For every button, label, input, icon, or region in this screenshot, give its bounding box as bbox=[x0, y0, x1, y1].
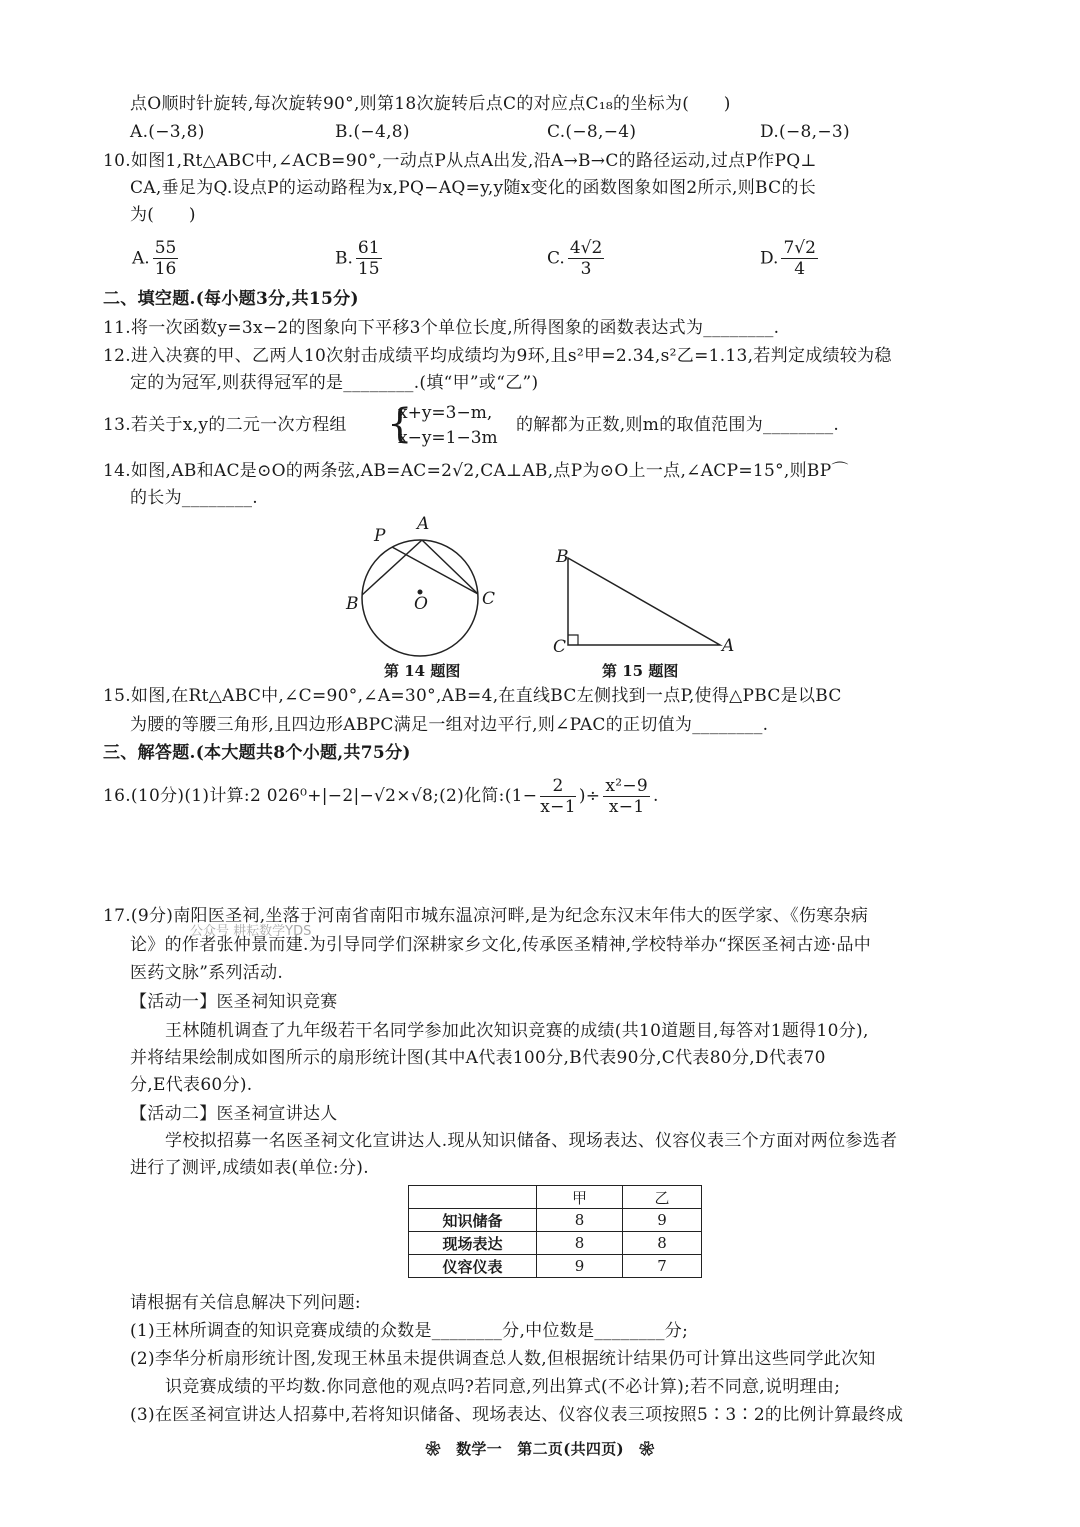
table-cell: 8 bbox=[537, 1232, 623, 1255]
table-cell: 9 bbox=[623, 1209, 702, 1232]
label-b: B bbox=[556, 547, 569, 567]
q10-line-2: CA,垂足为Q.设点P的运动路程为x,PQ−AQ=y,y随x变化的函数图象如图2所示,则BC的长 bbox=[130, 178, 817, 198]
table-header-cell bbox=[409, 1186, 537, 1209]
label-p: P bbox=[374, 526, 386, 546]
table-cell: 8 bbox=[623, 1232, 702, 1255]
option-label: B. bbox=[335, 248, 353, 269]
q10-line-3: 为( ) bbox=[130, 205, 196, 225]
numerator: 55 bbox=[154, 238, 177, 258]
watermark: 公众号 耕耘数学YDS bbox=[190, 924, 312, 939]
option-label: C. bbox=[547, 248, 565, 269]
q9-option-c: C.(−8,−4) bbox=[547, 122, 637, 142]
denominator: x−1 bbox=[608, 797, 645, 817]
q17-part-1: (1)王林所调查的知识竞赛成绩的众数是________分,中位数是________分; bbox=[130, 1321, 689, 1341]
table-header-cell: 乙 bbox=[623, 1186, 702, 1209]
q16-operator: )÷ bbox=[578, 786, 601, 806]
triangle-abc bbox=[568, 558, 720, 645]
option-label: D. bbox=[760, 248, 779, 269]
numerator: 7√2 bbox=[783, 238, 816, 258]
q13-prefix: 13.若关于x,y的二元一次方程组 bbox=[103, 415, 347, 435]
q14-line-2: 的长为________. bbox=[130, 488, 259, 508]
label-a: A bbox=[417, 514, 430, 534]
q17-line-5: 王林随机调查了九年级若干名同学参加此次知识竞赛的成绩(共10道题目,每答对1题得10分), bbox=[165, 1021, 869, 1041]
q13-equation-1: x+y=3−m, bbox=[398, 403, 493, 423]
q9-line: 点O顺时针旋转,每次旋转90°,则第18次旋转后点C的对应点C₁₈的坐标为( ) bbox=[130, 94, 731, 114]
table-row bbox=[409, 1232, 702, 1255]
q16-text: 16.(10分)(1)计算:2 026⁰+|−2|−√2×√8;(2)化简:(1− bbox=[103, 786, 538, 806]
table-header-row bbox=[409, 1186, 702, 1209]
questions-intro: 请根据有关信息解决下列问题: bbox=[130, 1293, 361, 1313]
table-cell: 现场表达 bbox=[409, 1232, 537, 1255]
q17-part-3: (3)在医圣祠宣讲达人招募中,若将知识储备、现场表达、仪容仪表三项按照5∶3∶2的比例计算最终成 bbox=[130, 1405, 904, 1425]
q17-part-2-line-1: (2)李华分析扇形统计图,发现王林虽未提供调查总人数,但根据统计结果仍可计算出这些同学此次知 bbox=[130, 1349, 876, 1369]
label-a: A bbox=[722, 636, 735, 656]
numerator: 4√2 bbox=[569, 238, 603, 258]
label-c: C bbox=[482, 589, 496, 609]
table-row bbox=[409, 1209, 702, 1232]
q15-line-2: 为腰的等腰三角形,且四边形ABPC满足一组对边平行,则∠PAC的正切值为________. bbox=[130, 715, 769, 735]
q12-line-2: 定的为冠军,则获得冠军的是________.(填“甲”或“乙”) bbox=[130, 373, 539, 393]
option-label: A. bbox=[132, 248, 150, 269]
numerator: 2 bbox=[540, 776, 576, 797]
figure-15-caption: 第 15 题图 bbox=[602, 662, 679, 680]
q16-end: . bbox=[653, 786, 659, 806]
q10-line-1: 10.如图1,Rt△ABC中,∠ACB=90°,一动点P从点A出发,沿A→B→C的路径运动,过点P作PQ⊥ bbox=[103, 151, 817, 171]
denominator: 4 bbox=[794, 259, 806, 279]
q17-line-10: 进行了测评,成绩如表(单位:分). bbox=[130, 1158, 369, 1178]
q17-line-1: 17.(9分)南阳医圣祠,坐落于河南省南阳市城东温凉河畔,是为纪念东汉末年伟大的医学家、《伤寒杂病 bbox=[103, 906, 869, 926]
figure-15-triangle-diagram bbox=[560, 550, 740, 660]
table-cell: 9 bbox=[537, 1255, 623, 1278]
q10-option-b bbox=[335, 238, 385, 279]
q17-line-6: 并将结果绘制成如图所示的扇形统计图(其中A代表100分,B代表90分,C代表80分,D代表70 bbox=[130, 1048, 826, 1068]
q12-line-1: 12.进入决赛的甲、乙两人10次射击成绩平均成绩均为9环,且s²甲=2.34,s²乙=1.13,若判定成绩较为稳 bbox=[103, 346, 892, 366]
section-2-heading: 二、填空题.(每小题3分,共15分) bbox=[103, 289, 359, 309]
fraction bbox=[540, 776, 576, 817]
fraction bbox=[603, 776, 650, 817]
section-3-heading: 三、解答题.(本大题共8个小题,共75分) bbox=[103, 743, 411, 763]
q9-option-d: D.(−8,−3) bbox=[760, 122, 850, 142]
q13-equation-2: x−y=1−3m bbox=[398, 428, 498, 448]
fraction bbox=[781, 238, 817, 279]
brace-symbol: { bbox=[387, 401, 413, 447]
numerator: 61 bbox=[357, 238, 380, 258]
fraction bbox=[153, 238, 179, 279]
page-footer: ❀ 数学一 第二页(共四页) ❀ bbox=[425, 1440, 655, 1458]
denominator: 3 bbox=[580, 259, 592, 279]
table-row bbox=[409, 1255, 702, 1278]
denominator: 16 bbox=[154, 259, 177, 279]
denominator: x−1 bbox=[540, 797, 576, 817]
q13-suffix: 的解都为正数,则m的取值范围为________. bbox=[516, 415, 840, 435]
denominator: 15 bbox=[357, 259, 380, 279]
activity-1-heading: 【活动一】医圣祠知识竞赛 bbox=[130, 992, 338, 1012]
right-angle-mark bbox=[568, 635, 578, 645]
label-c: C bbox=[553, 637, 567, 657]
fraction bbox=[356, 238, 382, 279]
table-cell: 7 bbox=[623, 1255, 702, 1278]
q14-line-1: 14.如图,AB和AC是⊙O的两条弦,AB=AC=2√2,CA⊥AB,点P为⊙O上一点,∠ACP=15°,则BP⌒ bbox=[103, 461, 849, 481]
q16 bbox=[103, 774, 659, 818]
q17-line-7: 分,E代表60分). bbox=[130, 1075, 253, 1095]
q9-option-b: B.(−4,8) bbox=[335, 122, 410, 142]
chord-pc bbox=[392, 547, 478, 594]
table-cell: 仪容仪表 bbox=[409, 1255, 537, 1278]
label-o: O bbox=[414, 594, 429, 614]
activity-2-heading: 【活动二】医圣祠宣讲达人 bbox=[130, 1104, 338, 1124]
score-table bbox=[408, 1185, 702, 1278]
q10-option-a bbox=[132, 238, 181, 279]
table-header-cell: 甲 bbox=[537, 1186, 623, 1209]
q17-line-2: 论》的作者张仲景而建.为引导同学们深耕家乡文化,传承医圣精神,学校特举办“探医圣祠古迹·品中 bbox=[130, 935, 872, 955]
table-cell: 8 bbox=[537, 1209, 623, 1232]
q17-part-2-line-2: 识竞赛成绩的平均数.你同意他的观点吗?若同意,列出算式(不必计算);若不同意,说明理由; bbox=[165, 1377, 841, 1397]
q9-option-a: A.(−3,8) bbox=[130, 122, 205, 142]
label-b: B bbox=[346, 594, 359, 614]
q11: 11.将一次函数y=3x−2的图象向下平移3个单位长度,所得图象的函数表达式为________. bbox=[103, 318, 780, 338]
q17-line-3: 医药文脉”系列活动. bbox=[130, 963, 284, 983]
figure-14-caption: 第 14 题图 bbox=[384, 662, 461, 680]
q17-line-9: 学校拟招募一名医圣祠文化宣讲达人.现从知识储备、现场表达、仪容仪表三个方面对两位参选者 bbox=[165, 1131, 898, 1151]
table-cell: 知识储备 bbox=[409, 1209, 537, 1232]
q15-line-1: 15.如图,在Rt△ABC中,∠C=90°,∠A=30°,AB=4,在直线BC左侧找到一点P,使得△PBC是以BC bbox=[103, 686, 842, 706]
numerator: x²−9 bbox=[605, 776, 649, 796]
q10-option-c bbox=[547, 238, 607, 279]
fraction bbox=[568, 238, 604, 279]
q10-option-d bbox=[760, 238, 821, 279]
